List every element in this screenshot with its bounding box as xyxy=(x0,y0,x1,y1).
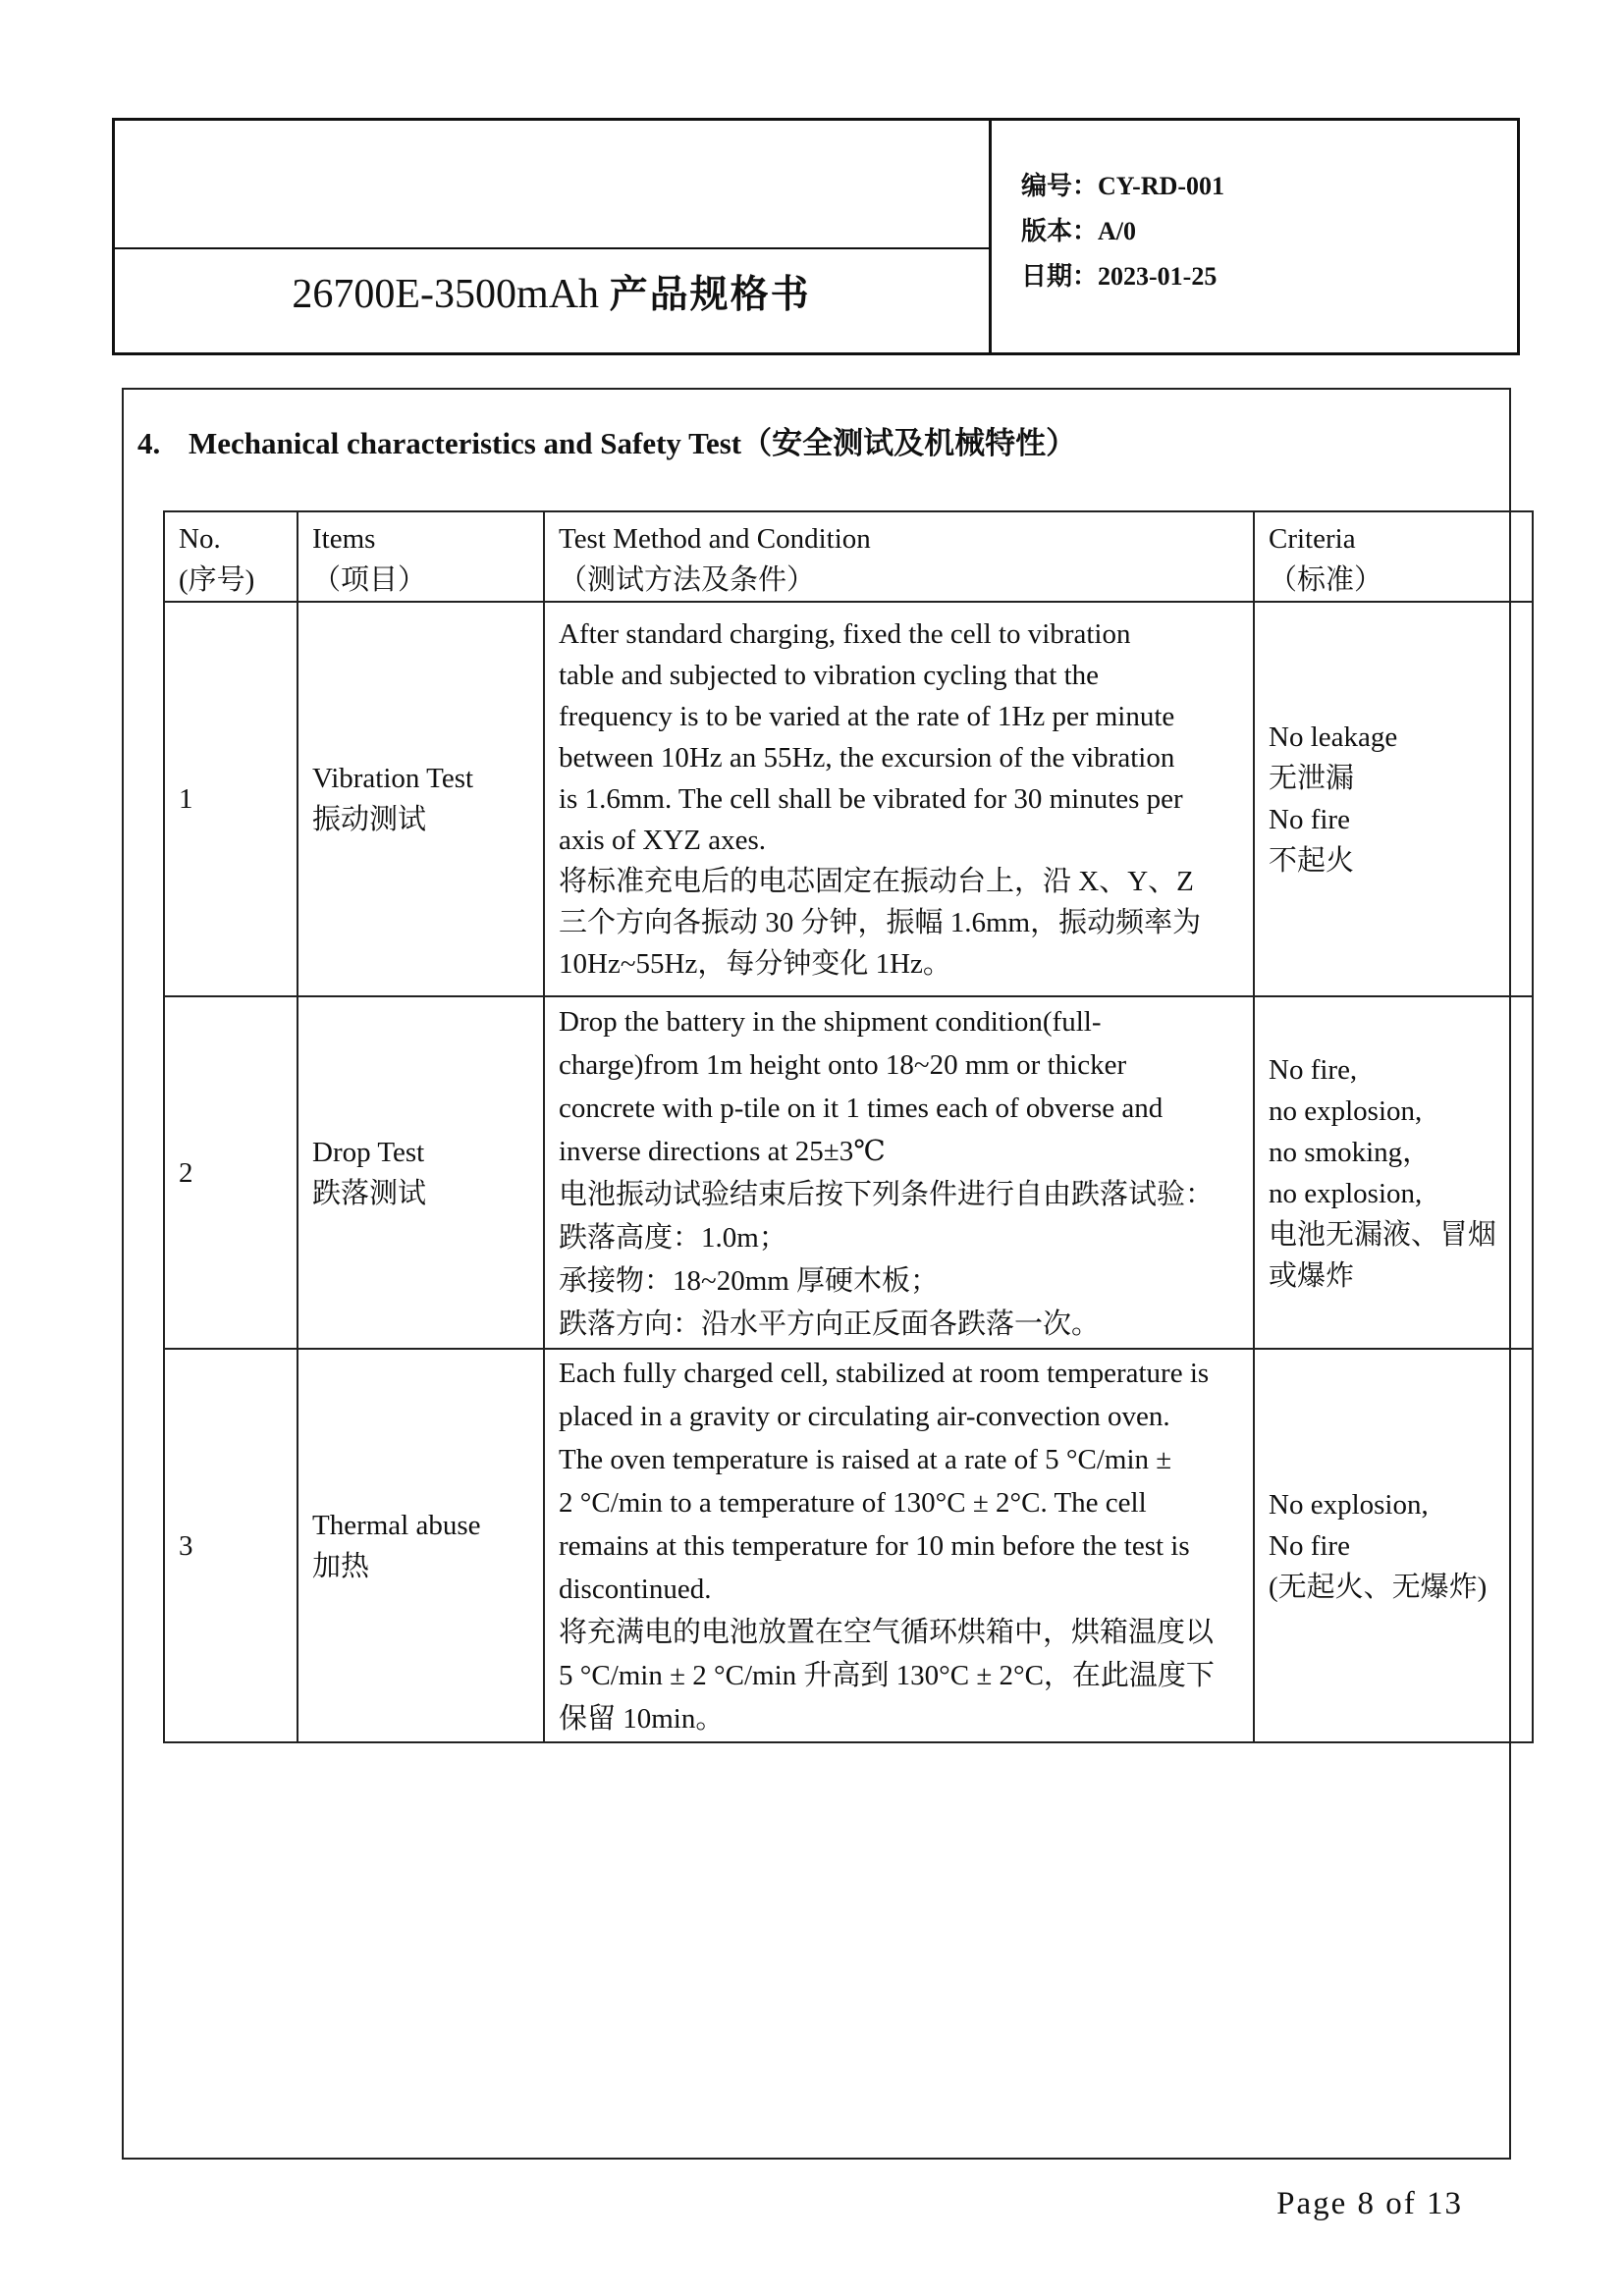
table-header-row xyxy=(164,511,1533,602)
title-model: 26700E-3500mAh xyxy=(292,272,610,317)
table-row xyxy=(164,602,1533,996)
header-items xyxy=(298,511,544,602)
method-line: 跌落高度：1.0m； xyxy=(559,1221,787,1254)
criteria-line: no explosion, xyxy=(1269,1177,1423,1209)
method-line: Drop the battery in the shipment condition(full- xyxy=(559,1005,1102,1038)
criteria-line: 不起火 xyxy=(1269,845,1355,877)
method-line: discontinued. xyxy=(559,1573,712,1605)
doc-number xyxy=(1021,169,1224,204)
method-line: between 10Hz an 55Hz, the excursion of the vibration xyxy=(559,742,1175,774)
table-row xyxy=(164,1349,1533,1742)
title-chinese: 产品规格书 xyxy=(609,273,811,317)
method-line: placed in a gravity or circulating air-convection oven. xyxy=(559,1400,1170,1432)
header-items-en: Items xyxy=(312,523,376,555)
doc-version-value: A/0 xyxy=(1098,217,1137,245)
item-en: Drop Test xyxy=(312,1136,425,1168)
doc-date-label: 日期： xyxy=(1021,262,1099,291)
method-line: 2 °C/min to a temperature of 130°C ± 2°C. The cell xyxy=(559,1486,1147,1519)
doc-version xyxy=(1021,214,1136,249)
doc-date xyxy=(1021,259,1217,294)
method-line: Each fully charged cell, stabilized at room temperature is xyxy=(559,1357,1210,1389)
method-line: axis of XYZ axes. xyxy=(559,825,767,856)
method-line: is 1.6mm. The cell shall be vibrated for 30 minutes per xyxy=(559,783,1183,815)
method-line: 保留 10min。 xyxy=(559,1702,725,1735)
method-line: remains at this temperature for 10 min before the test is xyxy=(559,1529,1190,1562)
row-number: 1 xyxy=(164,602,298,996)
row-item xyxy=(298,602,544,996)
method-line: frequency is to be varied at the rate of 1Hz per minute xyxy=(559,701,1175,732)
method-line: 将标准充电后的电芯固定在振动台上，沿 X、Y、Z xyxy=(559,866,1194,897)
row-criteria xyxy=(1254,1349,1533,1742)
criteria-line: 或爆炸 xyxy=(1269,1259,1355,1292)
criteria-line: (无起火、无爆炸) xyxy=(1269,1571,1488,1603)
doc-number-value: CY-RD-001 xyxy=(1098,172,1225,200)
doc-date-value: 2023-01-25 xyxy=(1098,262,1218,291)
method-line: 将充满电的电池放置在空气循环烘箱中，烘箱温度以 xyxy=(559,1616,1215,1648)
section-number: 4. xyxy=(137,426,161,460)
method-line: 10Hz~55Hz，每分钟变化 1Hz。 xyxy=(559,948,951,980)
criteria-line: no explosion, xyxy=(1269,1095,1423,1127)
method-line: 5 °C/min ± 2 °C/min 升高到 130°C ± 2°C，在此温度下 xyxy=(559,1659,1215,1691)
criteria-line: No fire xyxy=(1269,804,1350,835)
header-no-en: No. xyxy=(179,523,221,555)
header-method-en: Test Method and Condition xyxy=(559,523,871,555)
criteria-line: No fire, xyxy=(1269,1053,1358,1086)
table-row xyxy=(164,996,1533,1349)
method-line: The oven temperature is raised at a rate of 5 °C/min ± xyxy=(559,1443,1172,1475)
header-items-cn: （项目） xyxy=(312,564,427,596)
row-method xyxy=(544,602,1254,996)
header-method xyxy=(544,511,1254,602)
row-number: 2 xyxy=(164,996,298,1349)
method-line: After standard charging, fixed the cell to vibration xyxy=(559,618,1131,650)
criteria-line: 电池无漏液、冒烟 xyxy=(1269,1218,1497,1251)
method-line: inverse directions at 25±3℃ xyxy=(559,1135,886,1167)
header-inner-line xyxy=(112,247,991,249)
item-cn: 加热 xyxy=(312,1550,370,1582)
criteria-line: No fire xyxy=(1269,1529,1350,1562)
row-item xyxy=(298,1349,544,1742)
criteria-line: No explosion, xyxy=(1269,1488,1429,1521)
document-title xyxy=(112,265,991,325)
header-criteria-cn: （标准） xyxy=(1269,564,1383,596)
method-line: 三个方向各振动 30 分钟，振幅 1.6mm，振动频率为 xyxy=(559,907,1202,938)
method-line: 电池振动试验结束后按下列条件进行自由跌落试验： xyxy=(559,1178,1215,1210)
header-criteria xyxy=(1254,511,1533,602)
criteria-line: No leakage xyxy=(1269,721,1398,753)
header-criteria-en: Criteria xyxy=(1269,523,1356,555)
header-no xyxy=(164,511,298,602)
row-item xyxy=(298,996,544,1349)
row-criteria xyxy=(1254,996,1533,1349)
doc-number-label: 编号： xyxy=(1021,172,1099,200)
page-number: Page 8 of 13 xyxy=(1276,2186,1463,2221)
safety-test-table xyxy=(163,510,1534,1743)
method-line: 承接物：18~20mm 厚硬木板； xyxy=(559,1264,940,1297)
section-title: Mechanical characteristics and Safety Test（安全测试及机械特性） xyxy=(189,426,1077,460)
item-cn: 跌落测试 xyxy=(312,1177,427,1209)
doc-version-label: 版本： xyxy=(1021,217,1099,245)
row-method xyxy=(544,996,1254,1349)
method-line: concrete with p-tile on it 1 times each of obverse and xyxy=(559,1092,1164,1124)
item-en: Vibration Test xyxy=(312,763,474,794)
row-method xyxy=(544,1349,1254,1742)
method-line: charge)from 1m height onto 18~20 mm or thicker xyxy=(559,1048,1127,1081)
header-no-cn: (序号) xyxy=(179,564,255,596)
header-method-cn: （测试方法及条件） xyxy=(559,564,816,596)
criteria-line: 无泄漏 xyxy=(1269,763,1355,794)
row-number: 3 xyxy=(164,1349,298,1742)
item-en: Thermal abuse xyxy=(312,1509,481,1541)
criteria-line: no smoking， xyxy=(1269,1136,1432,1168)
item-cn: 振动测试 xyxy=(312,804,427,835)
section-heading xyxy=(137,424,1076,463)
method-line: 跌落方向：沿水平方向正反面各跌落一次。 xyxy=(559,1308,1101,1340)
method-line: table and subjected to vibration cycling that the xyxy=(559,660,1100,691)
row-criteria xyxy=(1254,602,1533,996)
